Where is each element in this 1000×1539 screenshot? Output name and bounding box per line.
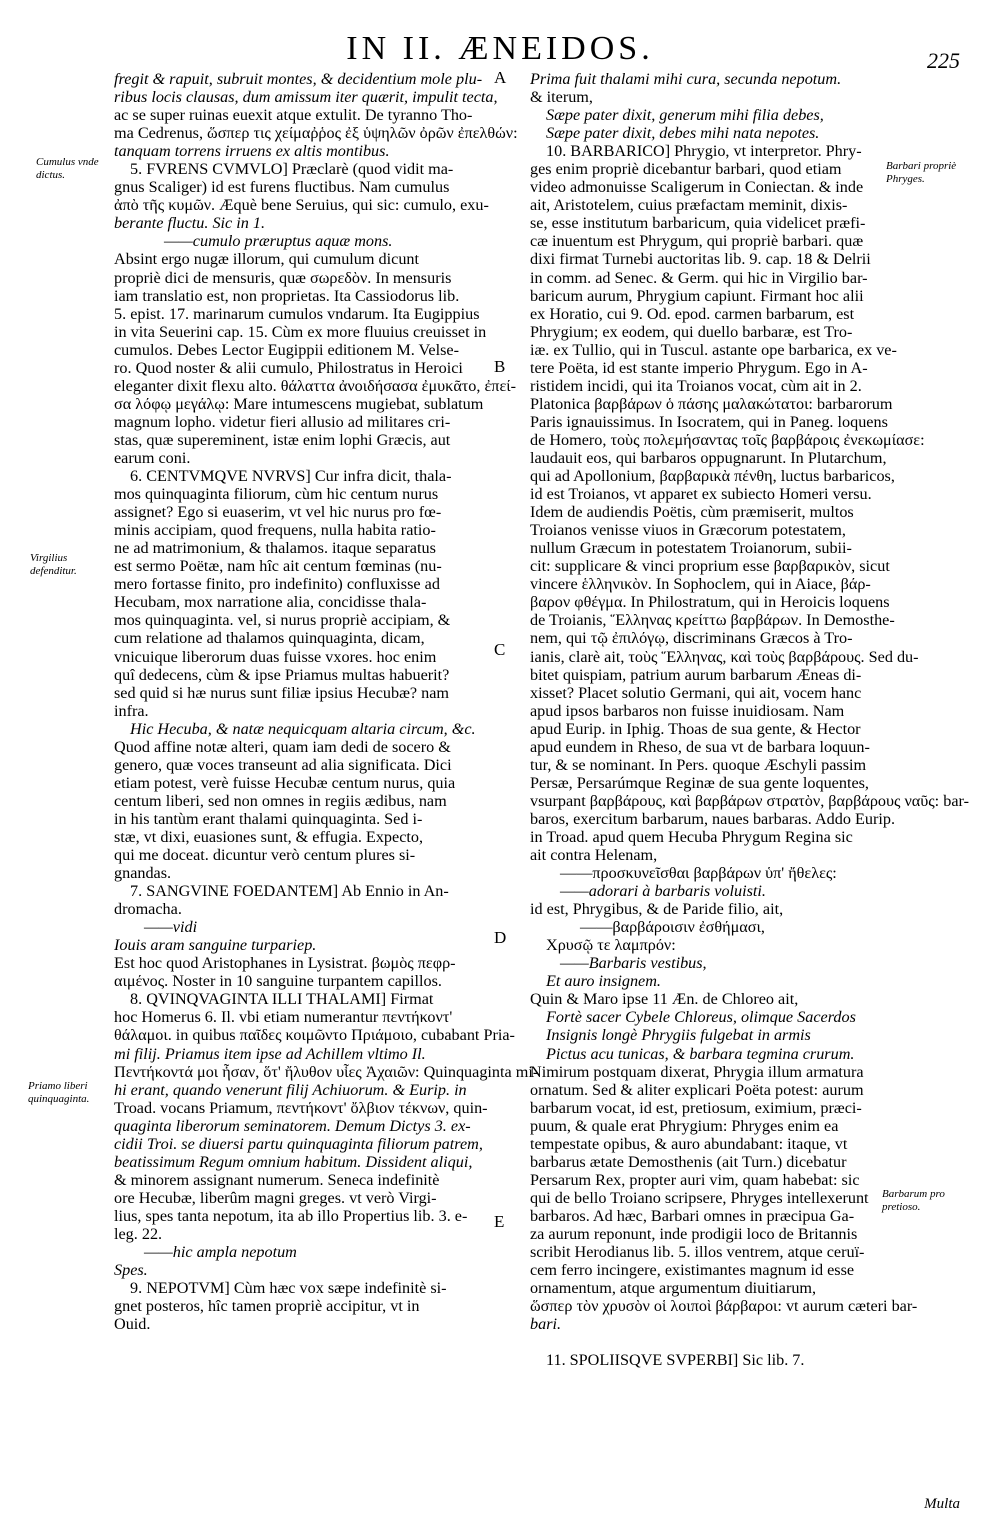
text-line: stas, quæ supereminent, istæ enim lophi Græcis, aut xyxy=(114,430,451,449)
text-line: ristidem incidi, qui ita Troianos vocat, cùm ait in 2. xyxy=(530,376,862,395)
text-line: xisset? Placet solutio Germani, qui ait, vocem hanc xyxy=(530,683,862,702)
text-line: αιμένος. Noster in 10 sanguine turpantem capillos. xyxy=(114,972,442,991)
text-line: leg. 22. xyxy=(114,1225,163,1243)
text-line: gnus Scaliger) id est furens fluctibus. Nam cumulus xyxy=(114,178,450,197)
section-letter-c: C xyxy=(494,640,506,659)
text-line: de Troianis, Ἕλληνας κρείττω βαρβάρων. In Demosthe- xyxy=(530,611,895,630)
text-line: 10. BARBARICO] Phrygio, vt interpretor. Phry- xyxy=(546,142,862,161)
text-line: hi erant, quando venerunt filij Achiuorum. & Eurip. in xyxy=(114,1080,467,1099)
section-letter-a: A xyxy=(494,68,507,87)
text-line: mos quinquaginta filiorum, cùm hic centum nurus xyxy=(114,485,439,504)
text-line: centum liberi, sed non omnes in regiis ædibus, nam xyxy=(114,791,447,810)
text-line: ro. Quod noster & alii cumulo, Philostratus in Heroici xyxy=(114,358,463,377)
text-line: Insignis longè Phrygiis fulgebat in armis xyxy=(546,1026,811,1045)
text-line: Fortè sacer Cybele Chloreus, olimque Sacerdos xyxy=(546,1008,856,1027)
text-line: ——cumulo præruptus aquæ mons. xyxy=(164,232,393,251)
text-line: cumulos. Debes Lector Eugippii editionem M. Velse- xyxy=(114,340,459,359)
text-line: cum relatione ad thalamos quinquaginta, dicam, xyxy=(114,629,425,648)
text-line: ——vidi xyxy=(144,918,198,937)
margin-note-barbarum: Barbarum pro pretioso. xyxy=(882,1188,945,1213)
text-line: stæ, vt dixi, euasiones sunt, & effugia. Expecto, xyxy=(114,827,424,846)
text-line: earum coni. xyxy=(114,448,191,467)
text-line: est sermo Poëtæ, nam hîc ait centum fœminas (nu- xyxy=(114,557,442,576)
text-line: 5. FVRENS CVMVLO] Præclarè (quod vidit ma- xyxy=(130,160,454,179)
text-line: in Troad. apud quem Hecuba Phrygum Regina sic xyxy=(530,827,853,846)
margin-note-virgilius: Virgilius defenditur. xyxy=(30,552,77,577)
text-line: laudauit eos, qui barbaros oppugnarunt. In Plutarchum, xyxy=(530,448,887,467)
text-line: Iouis aram sanguine turpariер. xyxy=(114,936,317,955)
text-line: Prima fuit thalami mihi cura, secunda nepotum. xyxy=(530,70,842,88)
text-line: nullum Græcum in potestatem Troianorum, subii- xyxy=(530,539,852,558)
text-line: vsurpant βαρβάρους, καὶ βαρβάρων στρατὸν, βαρβάρους ναῦς: bar- xyxy=(530,791,969,810)
text-line: berante fluctu. Sic in 1. xyxy=(114,214,266,233)
text-line: apud Eurip. in Iphig. Thoas de sua gente, & Hector xyxy=(530,719,861,738)
text-line: barbaros. Ad hæc, Barbari omnes in præcipua Ga- xyxy=(530,1206,855,1225)
text-line: apud ipsos barbaros non fuisse inuidiosam. Nam xyxy=(530,701,845,720)
text-line: baricum aurum, Phrygium capiunt. Firmant hoc alii xyxy=(530,286,864,305)
text-line: Est hoc quod Aristophanes in Lysistrat. βωμὸς πεφρ- xyxy=(114,954,456,973)
text-line: apud eundem in Rheso, de sua vt de barbara loquun- xyxy=(530,737,870,756)
text-line: Persarum Rex, propter auri vim, quam habebat: sic xyxy=(530,1170,860,1189)
text-line: ribus locis clausas, dum amissum iter quærit, impulit tecta, xyxy=(114,88,498,107)
text-line: Persæ, Persarúmque Reginæ de sua gente loquentes, xyxy=(530,773,869,792)
text-line: iæ. ex Tullio, qui in Tuscul. astante ope barbarica, ex ve- xyxy=(530,340,897,359)
text-line: scribit Herodianus lib. 5. illos ventrem, atque ceruï- xyxy=(530,1243,865,1262)
section-letter-e: E xyxy=(494,1212,505,1231)
text-line: θάλαμοι. in quibus παῖδες κοιμῶντο Πριάμοιο, cubabant Pria- xyxy=(114,1026,515,1045)
text-line: ornamentum, atque argumentum diuitiarum, xyxy=(530,1279,817,1298)
text-line: Absint ergo nugæ illorum, qui cumulum dicunt xyxy=(114,250,420,269)
text-line: 9. NEPOTVM] Cùm hæc vox sæpe indefinitè si- xyxy=(130,1279,447,1298)
text-line: ianis, clarè ait, τοὺς Ἕλληνας, καὶ τοὺς βαρβάρους. Sed du- xyxy=(530,647,919,666)
text-line: assignet? Ego si euaserim, vt vel hic nurus pro fœ- xyxy=(114,503,442,522)
text-line: Troad. vocans Priamum, πεντήκοντ' ὄλβιον τέκνων, quin- xyxy=(114,1098,488,1117)
text-line: sed quid si hæ nurus sunt filiæ ipsius Hecubæ? nam xyxy=(114,683,449,702)
text-line: ——προσκυνεῖσθαι βαρβάρων ὑπ' ἤθελες: xyxy=(560,864,837,883)
text-line: se, esse institutum barbaricum, quia videlicet præfi- xyxy=(530,214,866,233)
text-line: tere Poëta, id est stante imperio Phrygum. Ego in A- xyxy=(530,358,868,377)
text-line: qui me doceat. dicuntur verò centum plures si- xyxy=(114,846,416,865)
text-line: bari. xyxy=(530,1315,562,1334)
text-line: mi filij. Priamus item ipse ad Achillem vltimo Il. xyxy=(114,1044,426,1063)
text-line: tanquam torrens irruens ex altis montibus. xyxy=(114,142,390,161)
text-line: 5. epist. 17. marinarum cumulos vndarum. Ita Eugippius xyxy=(114,304,480,323)
catchword: Multa xyxy=(924,1496,960,1512)
text-line: quî dedecens, cùm & ipse Priamus multas habuerit? xyxy=(114,665,450,684)
left-column xyxy=(114,70,539,1334)
text-line: qui de bello Troiano scripsere, Phryges intellexerunt xyxy=(530,1188,869,1207)
text-line: bitet quispiam, patrium aurum barbarum Æneas di- xyxy=(530,665,862,684)
text-line: vincere ἑλληνικὸν. In Sophoclem, qui in Aiace, βάρ- xyxy=(530,575,871,594)
text-line: 11. SPOLIISQVE SVPERBI] Sic lib. 7. xyxy=(546,1351,805,1370)
text-line: nem, qui τῷ ἐπιλόγῳ, discriminans Græcos à Tro- xyxy=(530,629,853,648)
text-line: fregit & rapuit, subruit montes, & decidentium mole plu- xyxy=(114,70,483,88)
text-line: Phrygium; ex eodem, qui duello barbaræ, est Tro- xyxy=(530,322,853,341)
text-line: ornatum. Sed & aliter explicari Poëta potest: aurum xyxy=(530,1080,864,1099)
text-line: id est Troianos, vt apparet ex subiecto Homeri versu. xyxy=(530,485,872,504)
text-line: etiam potest, verè fuisse Hecubæ centum nurus, quia xyxy=(114,773,456,792)
text-line: 7. SANGVINE FOEDANTEM] Ab Ennio in An- xyxy=(130,882,449,901)
text-line: puum, & quale erat Phrygium: Phryges enim ea xyxy=(530,1116,839,1135)
text-line: barbarus ætate Demosthenis (ait Turn.) dicebatur xyxy=(530,1152,847,1171)
text-line: quaginta liberorum seminatorem. Demum Dictys 3. ex- xyxy=(114,1116,471,1135)
text-line: ges enim propriè dicebantur barbari, quod etiam xyxy=(530,160,842,179)
text-line: Hic Hecuba, & natæ nequicquam altaria circum, &c. xyxy=(130,719,476,738)
margin-note-priamo: Priamo liberi quinquaginta. xyxy=(28,1080,90,1105)
text-line: in his tantùm erant thalami quinquaginta. Sed i- xyxy=(114,809,423,828)
text-line: ait, Aristotelem, cuius præfactam meminit, dixis- xyxy=(530,196,848,215)
text-line: de Homero, τοὺς πολεμήσαντας τοῖς βαρβάροις ἐνεκωμίασε: xyxy=(530,430,925,449)
text-line: Πεντήκοντά μοι ἦσαν, ὅτ' ἤλυθον υἷες Ἀχαιῶν: Quinquaginta mi- xyxy=(114,1062,539,1081)
text-line: ne ad matrimonium, & thalamos. itaque separatus xyxy=(114,539,436,558)
text-line: vnicuique liberorum duas fuisse vxores. hoc enim xyxy=(114,647,437,666)
text-line: gnet posteros, hîc tamen propriè accipitur, vt in xyxy=(114,1297,420,1316)
text-line: Ouid. xyxy=(114,1315,151,1334)
text-line: iam translatio est, non proprietas. Ita Cassiodorus lib. xyxy=(114,286,460,305)
margin-note-cumulus: Cumulus vnde dictus. xyxy=(36,156,99,181)
text-line: tempestate opibus, & auro abundabant: itaque, vt xyxy=(530,1134,848,1153)
text-line: barbarum vocat, id est, pretiosum, eximium, præci- xyxy=(530,1098,862,1117)
text-line: Χρυσῷ τε λαμπρόν: xyxy=(546,936,676,955)
section-letter-d: D xyxy=(494,928,507,947)
text-line: Pictus acu tunicas, & barbara tegmina crurum. xyxy=(546,1044,855,1063)
text-line: za aurum reponunt, inde prodigii loco de Britannis xyxy=(530,1225,858,1243)
text-line: tur, & se nominant. In Pers. quoque Æschyli passim xyxy=(530,755,867,774)
section-letter-b: B xyxy=(494,357,506,376)
text-line: Troianos venisse viuos in Græcorum potestatem, xyxy=(530,521,846,540)
text-line: ac se super ruinas euexit atque extulit. De tyranno Tho- xyxy=(114,106,473,125)
text-line: mero fortasse finito, pro indefinito) confluxisse ad xyxy=(114,575,440,594)
text-line: propriè dici de mensuris, quæ σωρεδὸν. In mensuris xyxy=(114,268,452,287)
text-line: Quod affine notæ alteri, quam iam dedi de socero & xyxy=(114,737,451,756)
text-line: magnum lopho. videtur fieri allusio ad militares cri- xyxy=(114,412,451,431)
text-line: Nimirum postquam dixerat, Phrygia illum armatura xyxy=(530,1062,864,1081)
text-line: gnandas. xyxy=(114,864,172,883)
text-line: infra. xyxy=(114,701,149,720)
text-line: id est, Phrygibus, & de Paride filio, ait, xyxy=(530,900,784,919)
text-line: ——hic ampla nepotum xyxy=(144,1243,297,1262)
text-line: ma Cedrenus, ὥσπερ τις χείμαῤῥος ἐξ ὑψηλῶν ὀρῶν ἐπελθών: xyxy=(114,124,518,143)
text-line: Idem de audiendis Poëtis, cùm præmiserit, multos xyxy=(530,503,854,522)
text-line: ἀπὸ τῆς κυμῶν. Æquè bene Seruius, qui sic: cumulo, exu- xyxy=(114,196,489,215)
text-line: eleganter dixit flexu alto. θάλαττα ἀνοιδήσασα ἐμυκᾶτο, ἐπεί- xyxy=(114,376,517,395)
text-line: Sæpe pater dixit, generum mihi filia debes, xyxy=(546,106,824,125)
text-line: video admonuisse Scaligerum in Coniectan. & inde xyxy=(530,178,864,197)
text-line: ex Horatio, cui 9. Od. epod. carmen barbarum, est xyxy=(530,304,855,323)
text-line: Hecubam, mox narratione alia, concidisse thala- xyxy=(114,593,427,612)
text-line: ——Barbaris vestibus, xyxy=(560,954,707,973)
text-line: genero, quæ voces transeunt ad alia significata. Dici xyxy=(114,755,452,774)
text-line: beatissimum Regum omnium habitum. Dissident aliqui, xyxy=(114,1152,473,1171)
text-line: cem ferro incingere, existimantes magnum id esse xyxy=(530,1261,855,1280)
text-line: ——βαρβάροισιν ἐσθήμασι, xyxy=(580,918,765,937)
text-line: hoc Homerus 6. Il. vbi etiam numerantur πεντήκοντ' xyxy=(114,1008,453,1027)
text-line: Quin & Maro ipse 11 Æn. de Chloreo ait, xyxy=(530,990,799,1009)
text-line: mos quinquaginta. vel, si nurus propriè accipiam, & xyxy=(114,611,451,630)
text-line: minis accipiam, quod frequens, nulla habita ratio- xyxy=(114,521,436,540)
text-line: cit: supplicare & vinci proprium esse βαρβαρικὸν, sicut xyxy=(530,557,890,576)
text-line: 6. CENTVMQVE NVRVS] Cur infra dicit, thala- xyxy=(130,467,452,486)
text-line: dixi firmat Turnebi auctoritas lib. 9. cap. 18 & Delrii xyxy=(530,250,871,269)
text-line: qui ad Apollonium, βαρβαρικὰ πένθη, luctus barbaricos, xyxy=(530,467,895,486)
text-line: ——adorari à barbaris voluisti. xyxy=(560,882,766,901)
text-line: & minorem assignant numerum. Seneca indefinitè xyxy=(114,1170,440,1189)
text-line: Platonica βαρβάρων ὁ πάσης μαλακώτατοι: barbarorum xyxy=(530,394,893,413)
running-title: IN II. ÆNEIDOS. xyxy=(346,30,654,67)
text-line: ore Hecubæ, liberûm magni greges. vt verò Virgi- xyxy=(114,1188,437,1207)
text-line: Spes. xyxy=(114,1261,148,1280)
text-line: βαρον φθέγμα. In Philostratum, qui in Heroicis loquens xyxy=(530,593,890,612)
text-line: Sæpe pater dixit, debes mihi nata nepotes. xyxy=(546,124,820,143)
text-line: lius, spes tanta nepotum, ita ab illo Propertius lib. 3. e- xyxy=(114,1206,468,1225)
text-line: ait contra Helenam, xyxy=(530,846,658,865)
text-line: baros, exercitum barbarum, naues barbaras. Addo Eurip. xyxy=(530,809,895,828)
page-number: 225 xyxy=(927,48,960,73)
text-line: & iterum, xyxy=(530,88,593,107)
text-line: Paris ignauissimus. In Isocratem, qui in Paneg. loquens xyxy=(530,412,888,431)
text-line: dromacha. xyxy=(114,900,182,919)
margin-note-barbari: Barbari propriè Phryges. xyxy=(886,160,957,185)
text-line: ὥσπερ τὸν χρυσὸν οἱ λοιποὶ βάρβαροι: vt aurum cæteri bar- xyxy=(530,1297,918,1316)
text-line: 8. QVINQVAGINTA ILLI THALAMI] Firmat xyxy=(130,990,434,1009)
text-line: cidii Troi. se diuersi partu quinquaginta filiorum patrem, xyxy=(114,1134,483,1153)
text-line xyxy=(530,1333,882,1351)
text-line: in comm. ad Senec. & Germ. qui hic in Virgilio bar- xyxy=(530,268,868,287)
text-line: Et auro insignem. xyxy=(546,972,661,991)
text-line: cæ inuentum est Phrygum, qui propriè barbari. quæ xyxy=(530,232,864,251)
text-line: in vita Seuerini cap. 15. Cùm ex more fluuius creuisset in xyxy=(114,322,487,341)
text-line: σα λόφῳ μεγάλῳ: Mare intumescens mugiebat, sublatum xyxy=(114,394,484,413)
